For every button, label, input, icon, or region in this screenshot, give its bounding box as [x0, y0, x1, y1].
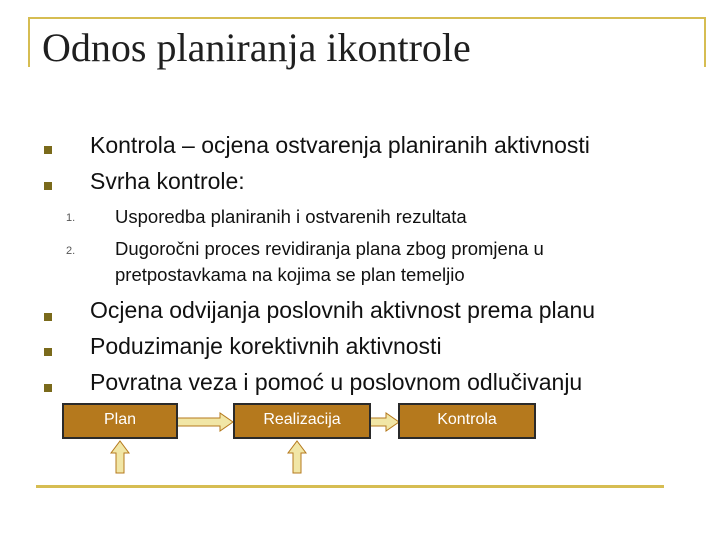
flow-step-plan [62, 403, 178, 439]
arrow-right-icon [176, 412, 234, 432]
flow-step-label: Plan [103, 411, 137, 428]
arrow-up-icon [287, 440, 307, 474]
bullet-square-icon [44, 182, 52, 190]
bullet-square-icon [44, 384, 52, 392]
bullet-square-icon [44, 313, 52, 321]
bottom-divider [36, 485, 664, 488]
flow-step-realizacija [233, 403, 371, 439]
numbered-item-text: Usporedba planiranih i ostvarenih rezultata [115, 206, 467, 227]
numbered-item-text-continued: pretpostavkama na kojima se plan temeljio [115, 264, 465, 285]
bullet-text: Svrha kontrole: [90, 168, 245, 194]
frame-left-line [28, 17, 30, 67]
list-number: 1. [66, 212, 76, 224]
flow-step-label: Realizacija [263, 411, 341, 428]
bullet-text: Ocjena odvijanja poslovnih aktivnost prema planu [90, 297, 596, 323]
flow-step-kontrola [398, 403, 536, 439]
bullet-square-icon [44, 146, 52, 154]
frame-top-line [28, 17, 706, 19]
list-number: 2. [66, 245, 76, 257]
frame-right-line [704, 17, 706, 67]
flow-step-label: Kontrola [437, 411, 497, 428]
numbered-item-text: Dugoročni proces revidiranja plana zbog promjena u [115, 238, 544, 259]
bullet-text: Povratna veza i pomoć u poslovnom odlučivanju [90, 369, 583, 395]
bullet-text: Poduzimanje korektivnih aktivnosti [90, 333, 442, 359]
arrow-up-icon [110, 440, 130, 474]
slide-title: Odnos planiranja ikontrole [42, 25, 471, 70]
bullet-text: Kontrola – ocjena ostvarenja planiranih aktivnosti [90, 132, 590, 158]
bullet-square-icon [44, 348, 52, 356]
